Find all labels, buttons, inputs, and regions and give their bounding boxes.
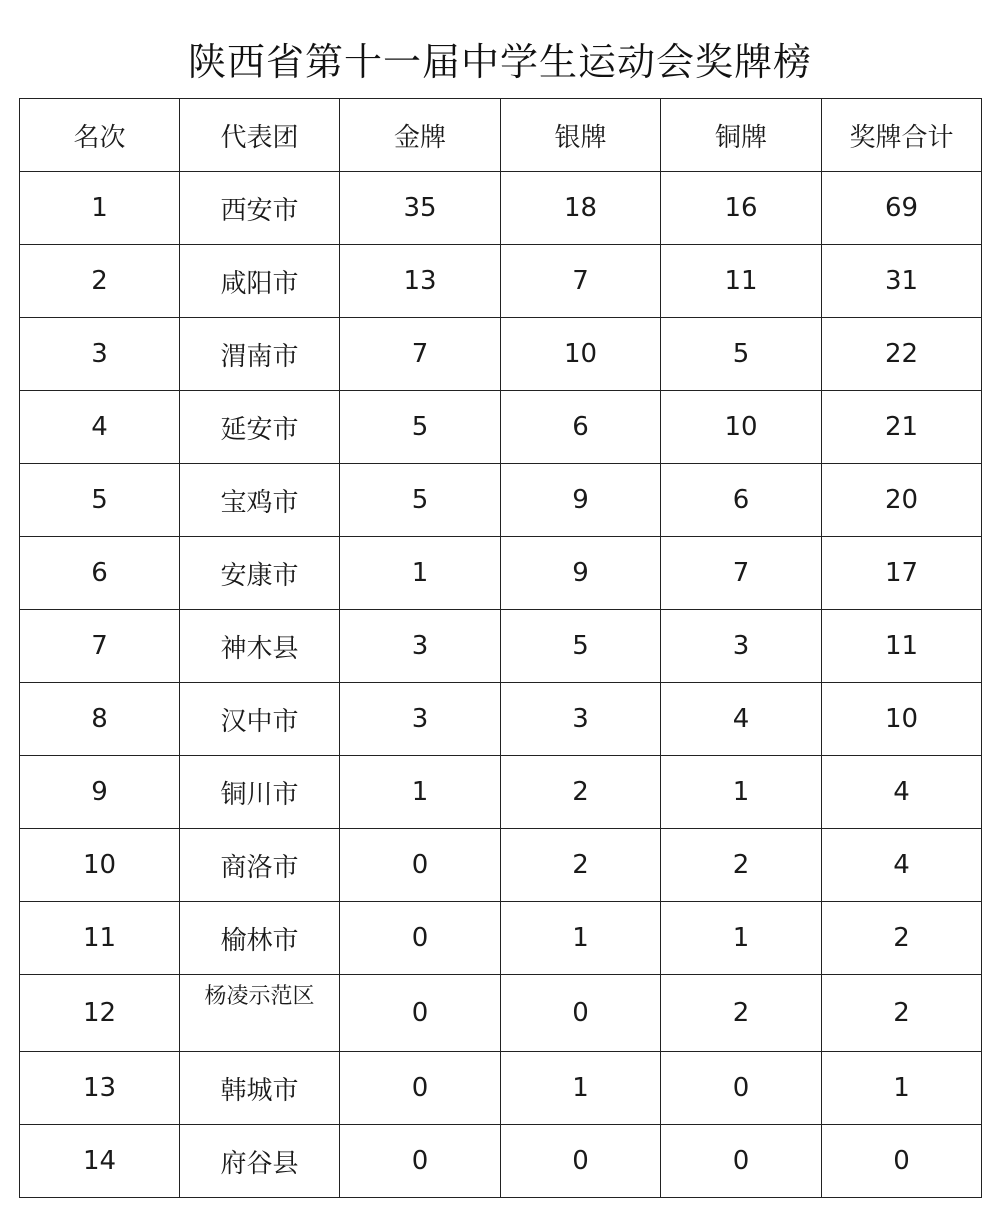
rank-cell: 4	[20, 391, 180, 464]
medal-table	[19, 98, 982, 1198]
rank-cell: 7	[20, 610, 180, 683]
rank-cell: 10	[20, 829, 180, 902]
header-team: 代表团	[180, 99, 340, 172]
total-cell: 20	[822, 464, 982, 537]
team-cell: 韩城市	[180, 1052, 340, 1125]
gold-cell: 13	[340, 245, 501, 318]
table-row	[20, 902, 982, 975]
total-cell: 17	[822, 537, 982, 610]
silver-cell: 7	[501, 245, 661, 318]
rank-cell: 9	[20, 756, 180, 829]
rank-cell: 14	[20, 1125, 180, 1198]
team-cell: 杨凌示范区	[180, 975, 340, 1052]
rank-cell: 6	[20, 537, 180, 610]
table-row	[20, 683, 982, 756]
bronze-cell: 5	[661, 318, 822, 391]
gold-cell: 3	[340, 610, 501, 683]
silver-cell: 2	[501, 756, 661, 829]
header-total: 奖牌合计	[822, 99, 982, 172]
bronze-cell: 0	[661, 1052, 822, 1125]
silver-cell: 9	[501, 464, 661, 537]
bronze-cell: 4	[661, 683, 822, 756]
gold-cell: 1	[340, 756, 501, 829]
team-cell: 汉中市	[180, 683, 340, 756]
silver-cell: 18	[501, 172, 661, 245]
bronze-cell: 3	[661, 610, 822, 683]
silver-cell: 9	[501, 537, 661, 610]
gold-cell: 3	[340, 683, 501, 756]
table-row	[20, 1052, 982, 1125]
table-row	[20, 1125, 982, 1198]
header-rank: 名次	[20, 99, 180, 172]
bronze-cell: 6	[661, 464, 822, 537]
silver-cell: 0	[501, 1125, 661, 1198]
silver-cell: 6	[501, 391, 661, 464]
table-row	[20, 537, 982, 610]
team-cell: 宝鸡市	[180, 464, 340, 537]
rank-cell: 12	[20, 975, 180, 1052]
team-cell: 铜川市	[180, 756, 340, 829]
bronze-cell: 0	[661, 1125, 822, 1198]
rank-cell: 1	[20, 172, 180, 245]
rank-cell: 8	[20, 683, 180, 756]
silver-cell: 1	[501, 1052, 661, 1125]
header-gold: 金牌	[340, 99, 501, 172]
bronze-cell: 10	[661, 391, 822, 464]
silver-cell: 0	[501, 975, 661, 1052]
total-cell: 22	[822, 318, 982, 391]
gold-cell: 0	[340, 902, 501, 975]
gold-cell: 7	[340, 318, 501, 391]
table-row	[20, 391, 982, 464]
team-cell: 咸阳市	[180, 245, 340, 318]
silver-cell: 3	[501, 683, 661, 756]
table-row	[20, 610, 982, 683]
silver-cell: 10	[501, 318, 661, 391]
total-cell: 1	[822, 1052, 982, 1125]
table-row	[20, 318, 982, 391]
table-row	[20, 975, 982, 1052]
header-row	[20, 99, 982, 172]
gold-cell: 5	[340, 464, 501, 537]
bronze-cell: 11	[661, 245, 822, 318]
header-bronze: 铜牌	[661, 99, 822, 172]
gold-cell: 0	[340, 1052, 501, 1125]
page-title: 陕西省第十一届中学生运动会奖牌榜	[187, 40, 812, 84]
bronze-cell: 7	[661, 537, 822, 610]
total-cell: 4	[822, 829, 982, 902]
table-row	[20, 464, 982, 537]
team-cell: 西安市	[180, 172, 340, 245]
rank-cell: 5	[20, 464, 180, 537]
bronze-cell: 1	[661, 902, 822, 975]
team-cell: 榆林市	[180, 902, 340, 975]
team-cell: 渭南市	[180, 318, 340, 391]
team-cell: 神木县	[180, 610, 340, 683]
table-row	[20, 172, 982, 245]
rank-cell: 2	[20, 245, 180, 318]
total-cell: 21	[822, 391, 982, 464]
total-cell: 11	[822, 610, 982, 683]
silver-cell: 1	[501, 902, 661, 975]
team-cell: 延安市	[180, 391, 340, 464]
total-cell: 2	[822, 902, 982, 975]
bronze-cell: 16	[661, 172, 822, 245]
silver-cell: 5	[501, 610, 661, 683]
gold-cell: 5	[340, 391, 501, 464]
total-cell: 10	[822, 683, 982, 756]
header-silver: 银牌	[501, 99, 661, 172]
rank-cell: 11	[20, 902, 180, 975]
team-cell: 府谷县	[180, 1125, 340, 1198]
total-cell: 4	[822, 756, 982, 829]
rank-cell: 13	[20, 1052, 180, 1125]
bronze-cell: 1	[661, 756, 822, 829]
total-cell: 69	[822, 172, 982, 245]
team-cell: 安康市	[180, 537, 340, 610]
table-row	[20, 829, 982, 902]
table-row	[20, 245, 982, 318]
silver-cell: 2	[501, 829, 661, 902]
total-cell: 2	[822, 975, 982, 1052]
team-cell: 商洛市	[180, 829, 340, 902]
gold-cell: 0	[340, 829, 501, 902]
table-row	[20, 756, 982, 829]
gold-cell: 0	[340, 975, 501, 1052]
bronze-cell: 2	[661, 975, 822, 1052]
rank-cell: 3	[20, 318, 180, 391]
gold-cell: 1	[340, 537, 501, 610]
total-cell: 31	[822, 245, 982, 318]
gold-cell: 35	[340, 172, 501, 245]
bronze-cell: 2	[661, 829, 822, 902]
gold-cell: 0	[340, 1125, 501, 1198]
total-cell: 0	[822, 1125, 982, 1198]
